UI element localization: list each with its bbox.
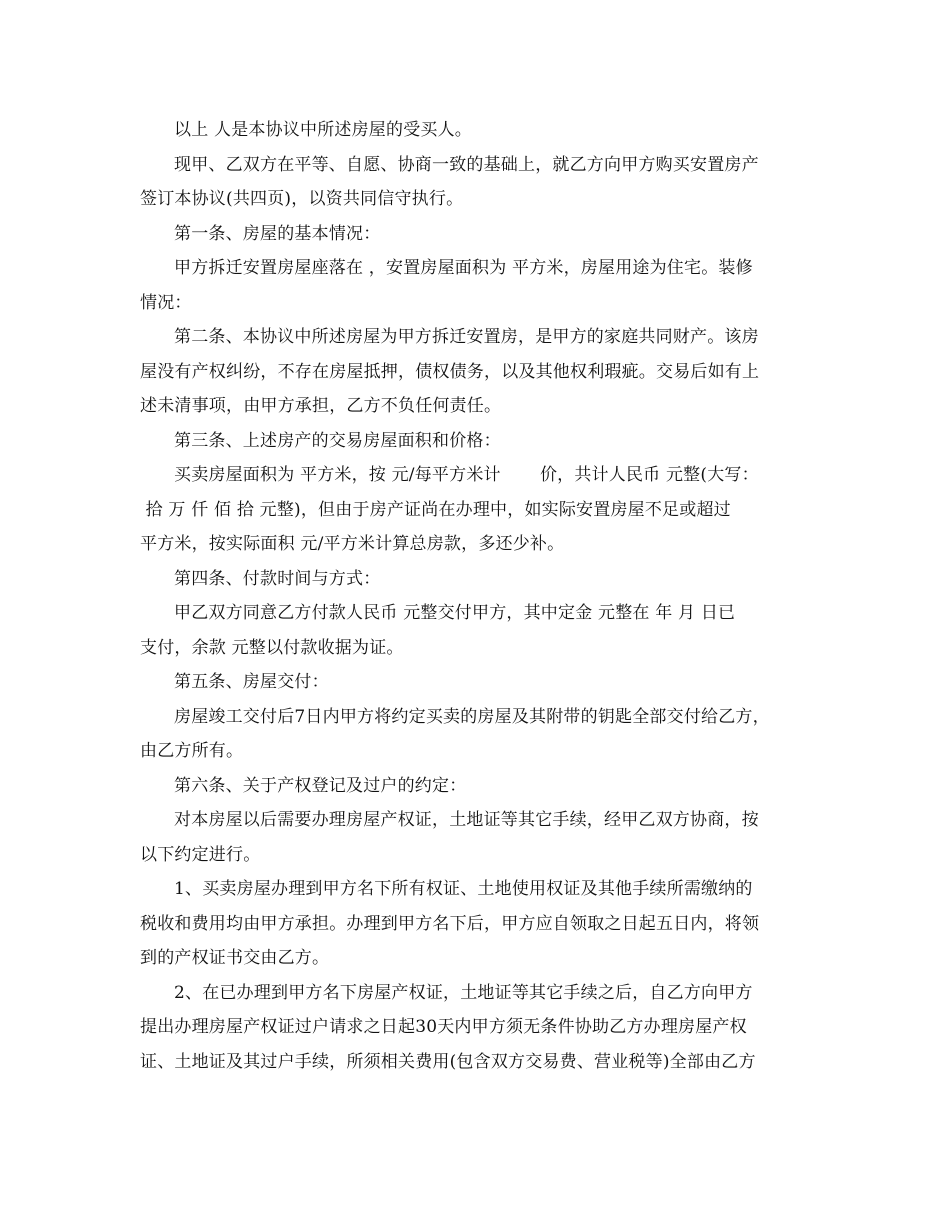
text-line: 对本房屋以后需要办理房屋产权证，土地证等其它手续，经甲乙双方协商，按 (174, 810, 759, 830)
text-line: 现甲、乙双方在平等、自愿、协商一致的基础上，就乙方向甲方购买安置房产 (174, 154, 759, 175)
text-line: 甲方拆迁安置房屋座落在 ，安置房屋面积为 平方米，房屋用途为住宅。装修 (174, 258, 753, 278)
text-line: 甲乙双方同意乙方付款人民币 元整交付甲方，其中定金 元整在 年 月 日已 (174, 603, 736, 623)
text-line: 买卖房屋面积为 平方米，按 元/每平方米计 价，共计人民币 元整(大写： (174, 465, 759, 485)
text-line: 第四条、付款时间与方式： (174, 568, 381, 589)
text-line: 以下约定进行。 (140, 844, 261, 865)
text-line: 支付，余款 元整以付款收据为证。 (140, 637, 404, 658)
document-body (140, 113, 814, 1079)
text-line: 平方米，按实际面积 元/平方米计算总房款，多还少补。 (140, 534, 565, 554)
text-line: 第一条、房屋的基本情况： (174, 223, 381, 244)
text-line: 1、买卖房屋办理到甲方名下所有权证、土地使用权证及其他手续所需缴纳的 (174, 879, 753, 899)
text-line: 证、土地证及其过户手续，所须相关费用(包含双方交易费、营业税等)全部由乙方 (140, 1051, 756, 1072)
text-line: 签订本协议(共四页)，以资共同信守执行。 (140, 189, 464, 209)
text-line: 拾 万 仟 佰 拾 元整)，但由于房产证尚在办理中，如实际安置房屋不足或超过 (140, 499, 731, 520)
text-line: 第六条、关于产权登记及过户的约定： (174, 775, 467, 796)
text-line: 第五条、房屋交付： (174, 672, 329, 692)
text-line: 情况： (140, 292, 192, 313)
text-line: 到的产权证书交由乙方。 (140, 948, 330, 968)
text-line: 第二条、本协议中所述房屋为甲方拆迁安置房，是甲方的家庭共同财产。该房 (174, 327, 759, 347)
text-line: 提出办理房屋产权证过户请求之日起30天内甲方须无条件协助乙方办理房屋产权 (140, 1017, 747, 1037)
text-line: 以上 人是本协议中所述房屋的受买人。 (174, 120, 473, 140)
text-line: 房屋竣工交付后7日内甲方将约定买卖的房屋及其附带的钥匙全部交付给乙方， (174, 706, 770, 727)
text-line: 屋没有产权纠纷，不存在房屋抵押，债权债务，以及其他权利瑕疵。交易后如有上 (140, 361, 760, 382)
text-line: 税收和费用均由甲方承担。办理到甲方名下后，甲方应自领取之日起五日内，将领 (140, 913, 760, 934)
text-line: 述未清事项，由甲方承担，乙方不负任何责任。 (140, 396, 502, 416)
text-line: 2、在已办理到甲方名下房屋产权证，土地证等其它手续之后，自乙方向甲方 (174, 982, 753, 1003)
text-line: 由乙方所有。 (140, 741, 244, 761)
text-line: 第三条、上述房产的交易房屋面积和价格： (174, 430, 501, 451)
